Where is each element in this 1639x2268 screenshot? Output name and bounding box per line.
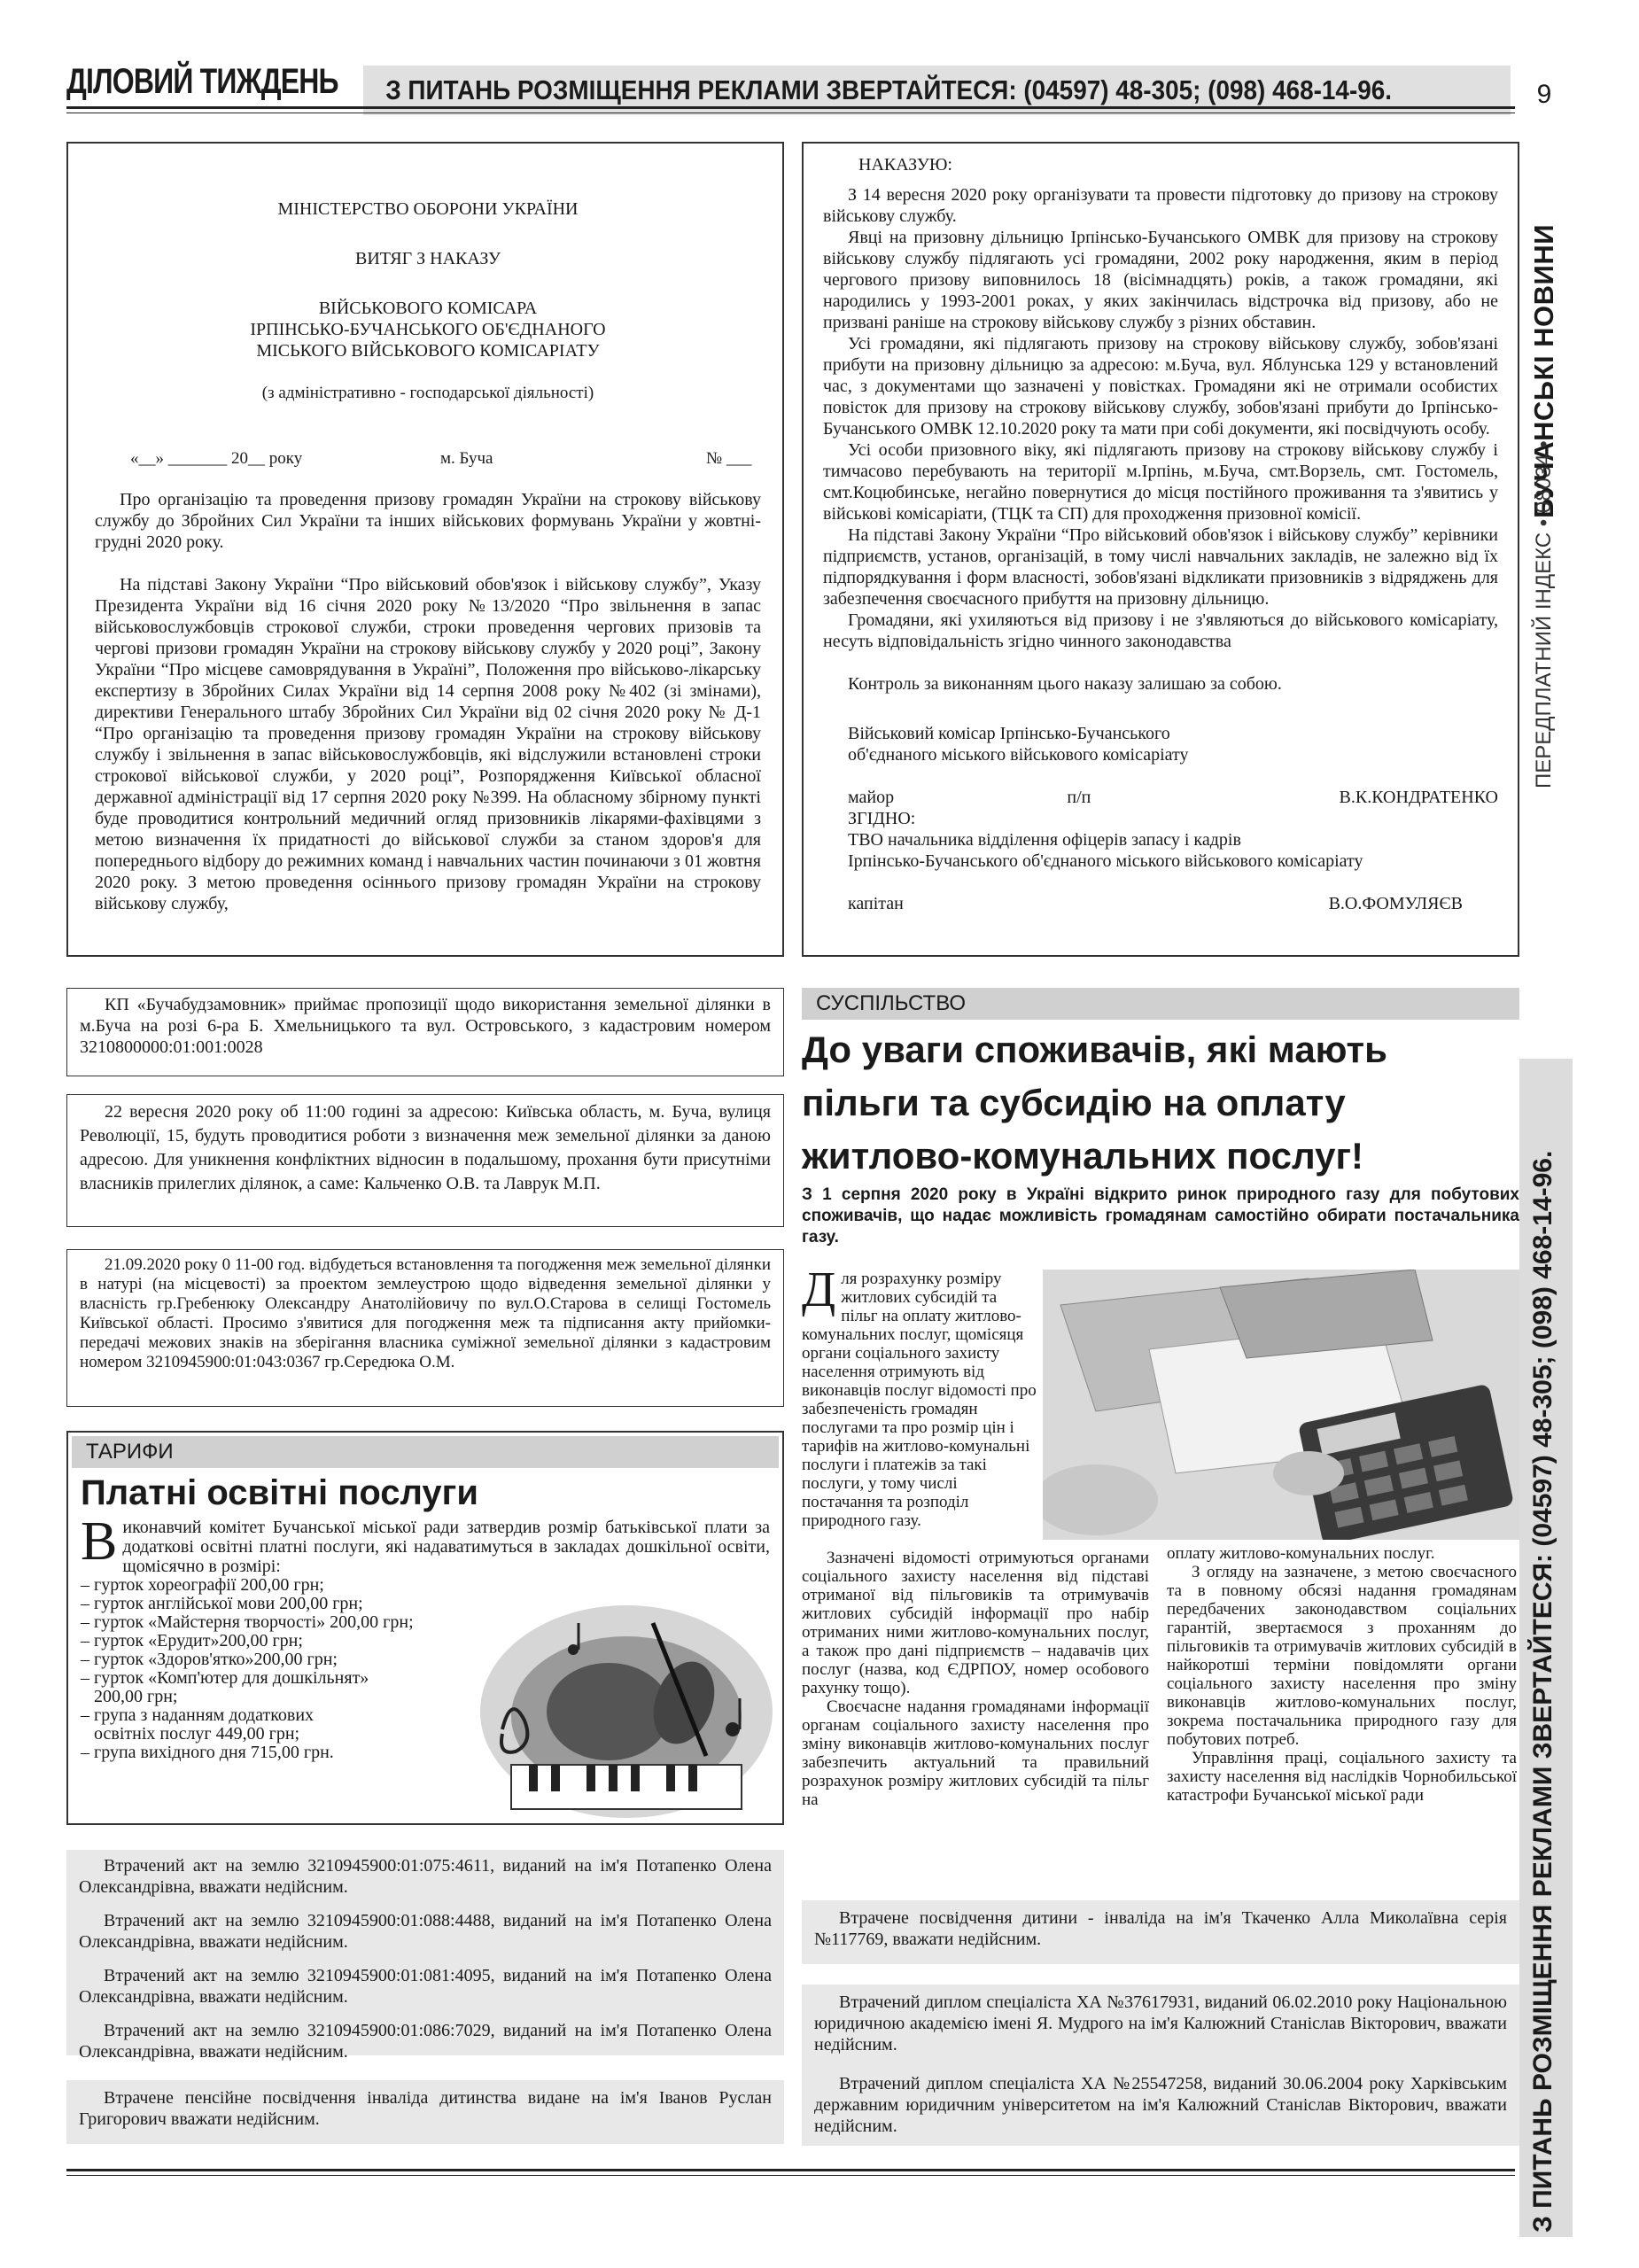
tariff-item: – гурток «Комп'ютер для дошкільнят» bbox=[81, 1668, 369, 1688]
sidebar-index: ПЕРЕДПЛАТНИЙ ІНДЕКС • 08034 • bbox=[1532, 440, 1556, 788]
signer-pp: п/п bbox=[1067, 788, 1091, 807]
society-col1-p3: Своєчасне надання громадянами інформації органам соціального захисту населення про зміну виконавців житлово-комунальних послуг забезпечить актуальний та правильний розрахунок розміру житлових субсидій та пільг на bbox=[802, 1697, 1149, 1809]
notice-land-proposal-text: КП «Бучабудзамовник» приймає пропозиції щодо використання земельної ділянки в м.Буча на розі 6-ра Б. Хмельницького та вул. Островського, з кадастровим номером 3210800000:01:001:0028 bbox=[80, 995, 771, 1057]
tariffs-section-label: ТАРИФИ bbox=[72, 1436, 779, 1468]
tariff-item: – гурток «Майстерня творчості» 200,00 грн; bbox=[81, 1612, 414, 1632]
lost-land-acts bbox=[66, 1850, 784, 2062]
ministry-title: МІНІСТЕРСТВО ОБОРОНИ УКРАЇНИ bbox=[277, 199, 579, 219]
order-heading: НАКАЗУЮ: bbox=[858, 155, 952, 175]
order-item-1: З 14 вересня 2020 року організувати та провести підготовку до призову на строкову військову службу. bbox=[823, 185, 1498, 226]
order-item-2: Явці на призовну дільницю Ірпінсько-Бучанського ОМВК для призову на строкову військову службу підлягають усі громадяни, 2002 року народження, яким в період чергового призову виповнилось 18 (вісімнадцять) років, а також громадяни, які народились у 1993-2001 роках, у яких закінчилась відстрочка від призову, або не призвані раніше на строкову військову службу з різних обставин. bbox=[823, 228, 1498, 332]
signer-title-2: об'єднаного міського військового комісаріату bbox=[848, 745, 1189, 765]
tariff-item: – гурток хореографії 200,00 грн; bbox=[81, 1575, 324, 1595]
tariffs-list bbox=[68, 1576, 465, 1762]
society-title-line-2: пільги та субсидію на оплату bbox=[802, 1082, 1346, 1123]
activity-note: (з адміністративно - господарської діяльності) bbox=[261, 384, 594, 402]
notice-boundary-works-text: 22 вересня 2020 року об 11:00 годині за адресою: Київська область, м. Буча, вулиця Революції, 15, будуть проводитися роботи з визначення меж земельної ділянки за даною адресою. Для уникнення конфліктних відносин в подальшому, прохання бути присутніми власників прилеглих ділянок, а саме: Кальченко О.В. та Лаврук М.П. bbox=[80, 1102, 771, 1193]
order-item-4: Усі особи призовного віку, які підлягають призову на строкову військову службу і тимчасово перебувають на території м.Ірпінь, м.Буча, смт.Ворзель, смт. Гостомель, смт.Коцюбинське, негайно повернутися до місця постійного проживання та з'явитись у військові комісаріати, (ТЦК та СП) для проходження призовної комісії. bbox=[823, 440, 1498, 524]
society-col2-p3: Управління праці, соціального захисту та захисту населення від наслідків Чорнобильської катастрофи Бучанської міської ради bbox=[1167, 1749, 1517, 1805]
order-date-line: «__» _______ 20__ року bbox=[130, 449, 303, 468]
notice-boundary-works bbox=[66, 1094, 784, 1227]
order-control: Контроль за виконанням цього наказу залишаю за собою. bbox=[848, 674, 1282, 694]
tariff-item: освітніх послуг 449,00 грн; bbox=[81, 1724, 300, 1744]
society-section-label: СУСПІЛЬСТВО bbox=[802, 988, 1519, 1020]
lost-diplomas bbox=[802, 1984, 1519, 2146]
lost-act-2: Втрачений акт на землю 3210945900:01:088:4488, виданий на ім'я Потапенко Олена Олександрівна, вважати недійсним. bbox=[79, 1911, 772, 1952]
lost-pension-cert-text: Втрачене пенсійне посвідчення інваліда дитинства видане на ім'я Іванов Руслан Григорович вважати недійсним. bbox=[79, 2088, 772, 2129]
ad-banner-text: З ПИТАНЬ РОЗМІЩЕННЯ РЕКЛАМИ ЗВЕРТАЙТЕСЯ: (04597) 48-305; (098) 468-14-96. bbox=[385, 74, 1393, 105]
sidebar-newspaper-name: БУЧАНСЬКІ НОВИНИ bbox=[1528, 223, 1559, 518]
order-item-5: На підставі Закону України “Про військовий обов'язок і військову службу” керівники підприємств, установ, організацій, в тому числі навчальних закладів, не залежно від їх підпорядкування і форм власності, зобов'язані відкликати призовників з відряджень для забезпечення своєчасного прибуття на призовну дільницю. bbox=[823, 525, 1498, 609]
agreed-title-1: ТВО начальника відділення офіцерів запасу і кадрів bbox=[848, 830, 1241, 850]
lost-diploma-2: Втрачений диплом спеціаліста ХА №25547258, виданий 30.06.2004 року Харківським державним юридичним університетом на ім'я Калюжний Станіслав Вікторович, вважати недійсним. bbox=[814, 2074, 1507, 2136]
header-rule bbox=[66, 106, 1515, 109]
society-title-line-1: До уваги споживачів, які мають bbox=[802, 1029, 1387, 1070]
tariff-item: – гурток англійської мови 200,00 грн; bbox=[81, 1594, 363, 1613]
notice-boundary-approval-text: 21.09.2020 року 0 11-00 год. відбудеться встановлення та погодження меж земельної ділянки в натурі (на місцевості) за проектом землеустрою щодо відведення земельної ділянки у власність гр.Гребенюку Олександру Анатолійовичу по вул.О.Старова в селищі Гостомель Київської області. Просимо з'явитися для погодження меж та підписання акту прийомки-передачі межових знаків на зберігання власника суміжної земельної ділянки з кадастровим номером 3210945900:01:043:0367 гр.Середюка О.М. bbox=[80, 1255, 771, 1371]
agreed-rank: капітан bbox=[848, 894, 904, 913]
sidebar bbox=[1519, 137, 1573, 2237]
signer-title-1: Військовий комісар Ірпінсько-Бучанського bbox=[848, 724, 1170, 743]
agreed-label: ЗГІДНО: bbox=[848, 809, 916, 828]
tariff-item: – гурток «Ерудит»200,00 грн; bbox=[81, 1631, 303, 1651]
subsidy-photo bbox=[1043, 1270, 1519, 1540]
tariffs-box bbox=[66, 1431, 784, 1825]
lost-child-cert bbox=[802, 1900, 1519, 1964]
tariff-item: – група вихідного дня 715,00 грн. bbox=[81, 1743, 334, 1762]
order-item-6: Громадяни, які ухиляються від призову і не з'являються до військового комісаріату, несуть відповідальність згідно чинного законодавства bbox=[823, 610, 1498, 651]
order-subject: Про організацію та проведення призову громадян України на строкову військову службу до Збройних Сил України та інших військових формувань України у жовтні-грудні 2020 року. bbox=[95, 490, 761, 552]
notice-boundary-approval bbox=[66, 1249, 784, 1407]
signer-rank: майор bbox=[848, 788, 895, 807]
order-left-box bbox=[66, 142, 784, 957]
tariffs-drop-cap: В bbox=[81, 1511, 118, 1572]
society-col2-p1: оплату житлово-комунальних послуг. bbox=[1167, 1544, 1435, 1563]
signer-name: В.К.КОНДРАТЕНКО bbox=[1339, 788, 1498, 807]
sidebar-ad-text: З ПИТАНЬ РОЗМІЩЕННЯ РЕКЛАМИ ЗВЕРТАЙТЕСЯ: (04597) 48-305; (098) 468-14-96. bbox=[1528, 1150, 1557, 2233]
order-number: № ___ bbox=[706, 449, 752, 468]
music-illustration bbox=[476, 1596, 777, 1822]
tariffs-intro: иконавчий комітет Бучанської міської ради затвердив розмір батьківської плати за додаткові освітні платні послуги, які надаватимуться в закладах дошкільної освіти, щомісячно в розмірі: bbox=[122, 1518, 770, 1576]
footer-rule bbox=[66, 2169, 1515, 2171]
newspaper-section-title: ДІЛОВИЙ ТИЖДЕНЬ bbox=[66, 62, 338, 101]
society-title-line-3: житлово-комунальних послуг! bbox=[802, 1135, 1363, 1177]
page-number: 9 bbox=[1536, 80, 1552, 109]
excerpt-title: ВИТЯГ З НАКАЗУ bbox=[354, 249, 501, 268]
tariff-item: – гурток «Здоров'ятко»200,00 грн; bbox=[81, 1650, 338, 1669]
footer-rule-thin bbox=[66, 2175, 1515, 2176]
agreed-name: В.О.ФОМУЛЯЄВ bbox=[1328, 894, 1463, 913]
society-col1-p1: ля розрахунку розміру житлових субсидій та пільг на оплату житлово-комунальних послуг, щомісяця органи соціального захисту населення отримують від виконавців послуг відомості про забезпеченість громадян послугами та про розмір цін і тарифів на житлово-комунальні послуги і платежів за такі послуги, у тому числі постачання та розподіл природного газу. bbox=[802, 1270, 1037, 1530]
notice-land-proposal bbox=[66, 988, 784, 1076]
tariff-item: 200,00 грн; bbox=[81, 1687, 178, 1706]
agreed-title-2: Ірпінсько-Бучанського об'єднаного міського військового комісаріату bbox=[848, 851, 1363, 871]
society-col2-p2: З огляду на зазначене, з метою своєчасного та в повному обсязі надання громадянам передбачених законодавством соціальних гарантій, звертаємося з проханням до пільговиків та отримувачів житлових субсидій в найкоротші терміни повідомляти органи соціального захисту населення про зміну виконавців житлово-комунальних послуг, зокрема постачальника природного газу для побутових потреб. bbox=[1167, 1563, 1517, 1749]
lost-diploma-1: Втрачений диплом спеціаліста ХА №37617931, виданий 06.02.2010 року Національною юридичною академією імені Я. Мудрого на ім'я Калюжний Станіслав Вікторович, вважати недійсним. bbox=[814, 1992, 1507, 2054]
order-city: м. Буча bbox=[440, 449, 493, 468]
tariff-item: – група з наданням додаткових bbox=[81, 1705, 315, 1725]
tariffs-title: Платні освітні послуги bbox=[81, 1473, 478, 1512]
lost-child-cert-text: Втрачене посвідчення дитини - інваліда на ім'я Ткаченко Алла Миколаївна серія №117769, вважати недійсним. bbox=[814, 1908, 1507, 1949]
order-right-box bbox=[802, 142, 1519, 957]
commissar-line-3: МІСЬКОГО ВІЙСЬКОВОГО КОМІСАРІАТУ bbox=[256, 341, 600, 361]
lost-act-4: Втрачений акт на землю 3210945900:01:086:7029, виданий на ім'я Потапенко Олена Олександрівна, вважати недійсним. bbox=[79, 2021, 772, 2062]
society-lead: З 1 серпня 2020 року в Україні відкрито ринок природного газу для побутових споживачів, що надає можливість громадянам самостійно обирати постачальника газу. bbox=[802, 1185, 1519, 1247]
society-drop-cap: Д bbox=[802, 1262, 836, 1317]
lost-pension-cert bbox=[66, 2080, 784, 2144]
commissar-line-1: ВІЙСЬКОВОГО КОМІСАРА bbox=[318, 299, 538, 318]
order-basis: На підставі Закону України “Про військовий обов'язок і військову службу”, Указу Президента України від 16 січня 2020 року №13/2020 “Про звільнення в запас військовослужбовців строкової служби, строки проведення чергових призовів та чергові призови громадян України на строкову військову службу у 2020 році”, Закону України “Про місцеве самоврядування в Україні”, Положення про військово-лікарську експертизу в Збройних Силах України від 14 серпня 2008 року №402 (зі змінами), директиви Генерального штабу Збройних Сил України від 02 січня 2020 року № Д-1 “Про організацію та проведення призову громадян України на строкову військову службу і звільнення в запас військовослужбовців, які відслужили встановлені строки строкової військової служби, у 2020 році”, Розпорядження Київської обласної державної адміністрації від 17 серпня 2020 року №399. На обласному збірному пункті буде проводитися контрольний медичний огляд призовників лікарями-фахівцями з метою визначення їх придатності до військової служби за станом здоров'я для попереднього відбору до режимних команд і навчальних частин починаючи з 01 жовтня 2020 року. З метою проведення осіннього призову громадян України на строкову військову службу, bbox=[95, 575, 761, 913]
order-item-3: Усі громадяни, які підлягають призову на строкову військову службу, зобов'язані прибути на призовну дільницю за адресою: м.Буча, вул. Яблунська 129 у встановлений час, з документами що зазначені у повістках. Громадяни які не отримали особистих повісток для призову на строкову військову службу, зобов'язані прибути до Ірпінсько-Бучанського ОМВК 12.10.2020 року та мати при собі документи, які посвідчують особу. bbox=[823, 334, 1498, 439]
lost-act-1: Втрачений акт на землю 3210945900:01:075:4611, виданий на ім'я Потапенко Олена Олександрівна, вважати недійсним. bbox=[79, 1856, 772, 1897]
society-article bbox=[802, 988, 1519, 1878]
society-col1-p2: Зазначені відомості отримуються органами соціального захисту населення від підставі отриманої від пільговиків та отримувачів житлових субсидій інформації про набір отриманих ними житлово-комунальних послуг, а також про дані підприємств – надавачів цих послуг (назва, код ЄДРПОУ, номер особового рахунку тощо). bbox=[802, 1549, 1149, 1697]
commissar-line-2: ІРПІНСЬКО-БУЧАНСЬКОГО ОБ'ЄДНАНОГО bbox=[250, 320, 606, 339]
lost-act-3: Втрачений акт на землю 3210945900:01:081:4095, виданий на ім'я Потапенко Олена Олександрівна, вважати недійсним. bbox=[79, 1966, 772, 2007]
